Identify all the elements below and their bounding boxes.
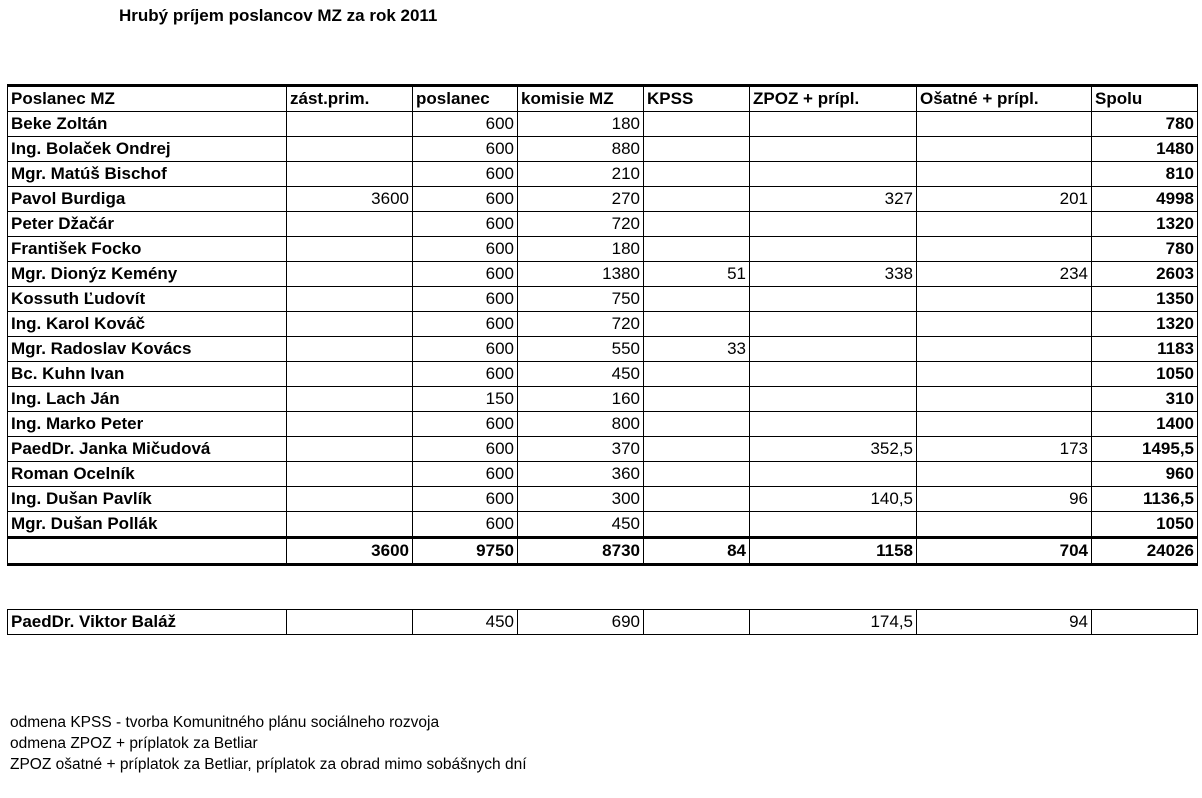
value-cell: 600 <box>413 212 518 237</box>
table-row <box>8 312 1198 337</box>
name-cell: Mgr. Matúš Bischof <box>8 162 287 187</box>
value-cell <box>750 412 917 437</box>
name-cell: Mgr. Radoslav Kovács <box>8 337 287 362</box>
table-row <box>8 487 1198 512</box>
footnote: ZPOZ ošatné + príplatok za Betliar, príplatok za obrad mimo sobášnych dní <box>10 756 527 773</box>
name-cell: Beke Zoltán <box>8 112 287 137</box>
table-row <box>8 512 1198 538</box>
table-row <box>8 610 1198 635</box>
name-cell: Peter Džačár <box>8 212 287 237</box>
value-cell: 1320 <box>1092 312 1198 337</box>
value-cell <box>287 112 413 137</box>
table-row <box>8 287 1198 312</box>
name-cell <box>8 538 287 565</box>
value-cell <box>750 162 917 187</box>
value-cell <box>287 312 413 337</box>
column-header: ZPOZ + prípl. <box>750 86 917 112</box>
value-cell: 327 <box>750 187 917 212</box>
name-cell: Ing. Dušan Pavlík <box>8 487 287 512</box>
value-cell: 173 <box>917 437 1092 462</box>
value-cell <box>644 437 750 462</box>
value-cell <box>750 287 917 312</box>
value-cell: 338 <box>750 262 917 287</box>
totals-row <box>8 538 1198 565</box>
value-cell <box>644 137 750 162</box>
value-cell <box>917 412 1092 437</box>
value-cell: 140,5 <box>750 487 917 512</box>
value-cell <box>750 362 917 387</box>
name-cell: Ing. Bolaček Ondrej <box>8 137 287 162</box>
value-cell: 600 <box>413 412 518 437</box>
value-cell: 310 <box>1092 387 1198 412</box>
value-cell <box>917 362 1092 387</box>
value-cell: 720 <box>518 312 644 337</box>
column-header: zást.prim. <box>287 86 413 112</box>
table-row <box>8 162 1198 187</box>
value-cell <box>287 487 413 512</box>
value-cell: 880 <box>518 137 644 162</box>
value-cell: 300 <box>518 487 644 512</box>
value-cell: 600 <box>413 112 518 137</box>
header-row <box>8 86 1198 112</box>
value-cell: 94 <box>917 610 1092 635</box>
value-cell <box>644 162 750 187</box>
value-cell: 600 <box>413 312 518 337</box>
value-cell: 210 <box>518 162 644 187</box>
value-cell: 1183 <box>1092 337 1198 362</box>
value-cell: 750 <box>518 287 644 312</box>
value-cell: 550 <box>518 337 644 362</box>
table-row <box>8 137 1198 162</box>
value-cell: 4998 <box>1092 187 1198 212</box>
value-cell: 96 <box>917 487 1092 512</box>
value-cell <box>287 412 413 437</box>
value-cell: 600 <box>413 487 518 512</box>
value-cell: 84 <box>644 538 750 565</box>
value-cell <box>644 610 750 635</box>
value-cell <box>750 387 917 412</box>
value-cell <box>750 137 917 162</box>
value-cell <box>644 187 750 212</box>
value-cell: 1136,5 <box>1092 487 1198 512</box>
value-cell: 600 <box>413 187 518 212</box>
value-cell: 1320 <box>1092 212 1198 237</box>
value-cell: 51 <box>644 262 750 287</box>
value-cell: 352,5 <box>750 437 917 462</box>
value-cell <box>287 512 413 538</box>
value-cell: 780 <box>1092 237 1198 262</box>
value-cell: 1350 <box>1092 287 1198 312</box>
value-cell: 360 <box>518 462 644 487</box>
value-cell <box>287 362 413 387</box>
value-cell <box>644 512 750 538</box>
income-table <box>7 84 1198 566</box>
value-cell: 600 <box>413 237 518 262</box>
value-cell: 270 <box>518 187 644 212</box>
column-header: Spolu <box>1092 86 1198 112</box>
value-cell: 201 <box>917 187 1092 212</box>
value-cell <box>287 262 413 287</box>
value-cell <box>287 287 413 312</box>
value-cell <box>917 312 1092 337</box>
value-cell: 8730 <box>518 538 644 565</box>
value-cell: 450 <box>518 362 644 387</box>
document-title: Hrubý príjem poslancov MZ za rok 2011 <box>119 6 438 25</box>
column-header: Poslanec MZ <box>8 86 287 112</box>
value-cell: 1400 <box>1092 412 1198 437</box>
value-cell: 780 <box>1092 112 1198 137</box>
value-cell <box>644 487 750 512</box>
value-cell: 3600 <box>287 187 413 212</box>
value-cell: 600 <box>413 512 518 538</box>
value-cell <box>287 237 413 262</box>
name-cell: Mgr. Dušan Pollák <box>8 512 287 538</box>
footnotes <box>10 712 527 775</box>
table-row <box>8 262 1198 287</box>
value-cell <box>917 387 1092 412</box>
value-cell <box>750 337 917 362</box>
footnote: odmena ZPOZ + príplatok za Betliar <box>10 735 258 752</box>
value-cell: 234 <box>917 262 1092 287</box>
table-row <box>8 212 1198 237</box>
value-cell <box>644 287 750 312</box>
table-row <box>8 187 1198 212</box>
value-cell <box>917 237 1092 262</box>
value-cell <box>750 462 917 487</box>
value-cell <box>287 462 413 487</box>
value-cell <box>644 362 750 387</box>
name-cell: Bc. Kuhn Ivan <box>8 362 287 387</box>
value-cell: 960 <box>1092 462 1198 487</box>
value-cell <box>917 162 1092 187</box>
value-cell <box>287 337 413 362</box>
value-cell: 600 <box>413 362 518 387</box>
value-cell <box>750 212 917 237</box>
value-cell <box>917 462 1092 487</box>
value-cell <box>287 437 413 462</box>
value-cell <box>644 212 750 237</box>
value-cell: 1050 <box>1092 362 1198 387</box>
name-cell: Roman Ocelník <box>8 462 287 487</box>
table-row <box>8 412 1198 437</box>
table-row <box>8 462 1198 487</box>
value-cell: 704 <box>917 538 1092 565</box>
value-cell: 150 <box>413 387 518 412</box>
value-cell: 600 <box>413 462 518 487</box>
name-cell: Ing. Karol Kováč <box>8 312 287 337</box>
value-cell: 720 <box>518 212 644 237</box>
value-cell: 1495,5 <box>1092 437 1198 462</box>
value-cell <box>644 237 750 262</box>
value-cell: 690 <box>518 610 644 635</box>
table-row <box>8 437 1198 462</box>
column-header: KPSS <box>644 86 750 112</box>
name-cell: PaedDr. Viktor Baláž <box>8 610 287 635</box>
value-cell <box>644 462 750 487</box>
name-cell: Ing. Lach Ján <box>8 387 287 412</box>
name-cell: PaedDr. Janka Mičudová <box>8 437 287 462</box>
value-cell: 810 <box>1092 162 1198 187</box>
value-cell <box>917 212 1092 237</box>
value-cell: 1050 <box>1092 512 1198 538</box>
value-cell: 600 <box>413 437 518 462</box>
value-cell <box>287 610 413 635</box>
value-cell <box>750 237 917 262</box>
value-cell: 450 <box>518 512 644 538</box>
value-cell: 1158 <box>750 538 917 565</box>
value-cell: 600 <box>413 262 518 287</box>
table-row <box>8 362 1198 387</box>
name-cell: Pavol Burdiga <box>8 187 287 212</box>
value-cell: 370 <box>518 437 644 462</box>
table-row <box>8 112 1198 137</box>
value-cell <box>917 137 1092 162</box>
value-cell <box>287 387 413 412</box>
table-row <box>8 387 1198 412</box>
value-cell: 180 <box>518 112 644 137</box>
value-cell <box>644 312 750 337</box>
value-cell <box>287 162 413 187</box>
value-cell: 174,5 <box>750 610 917 635</box>
value-cell: 3600 <box>287 538 413 565</box>
value-cell: 600 <box>413 287 518 312</box>
value-cell: 33 <box>644 337 750 362</box>
table-row <box>8 337 1198 362</box>
value-cell <box>917 512 1092 538</box>
value-cell: 1380 <box>518 262 644 287</box>
value-cell <box>750 112 917 137</box>
value-cell <box>917 112 1092 137</box>
value-cell <box>644 412 750 437</box>
value-cell: 160 <box>518 387 644 412</box>
value-cell: 24026 <box>1092 538 1198 565</box>
value-cell: 600 <box>413 137 518 162</box>
value-cell: 1480 <box>1092 137 1198 162</box>
value-cell: 180 <box>518 237 644 262</box>
value-cell <box>750 312 917 337</box>
value-cell: 9750 <box>413 538 518 565</box>
value-cell: 2603 <box>1092 262 1198 287</box>
column-header: poslanec <box>413 86 518 112</box>
table-row <box>8 237 1198 262</box>
column-header: komisie MZ <box>518 86 644 112</box>
value-cell: 600 <box>413 337 518 362</box>
value-cell: 450 <box>413 610 518 635</box>
value-cell <box>1092 610 1198 635</box>
value-cell <box>287 137 413 162</box>
value-cell <box>644 387 750 412</box>
column-header: Ošatné + prípl. <box>917 86 1092 112</box>
footnote: odmena KPSS - tvorba Komunitného plánu sociálneho rozvoja <box>10 714 440 731</box>
name-cell: Ing. Marko Peter <box>8 412 287 437</box>
value-cell <box>644 112 750 137</box>
value-cell <box>287 212 413 237</box>
value-cell <box>750 512 917 538</box>
name-cell: Mgr. Dionýz Kemény <box>8 262 287 287</box>
value-cell <box>917 287 1092 312</box>
name-cell: Kossuth Ľudovít <box>8 287 287 312</box>
extra-table <box>7 609 1198 635</box>
value-cell <box>917 337 1092 362</box>
name-cell: František Focko <box>8 237 287 262</box>
value-cell: 800 <box>518 412 644 437</box>
value-cell: 600 <box>413 162 518 187</box>
